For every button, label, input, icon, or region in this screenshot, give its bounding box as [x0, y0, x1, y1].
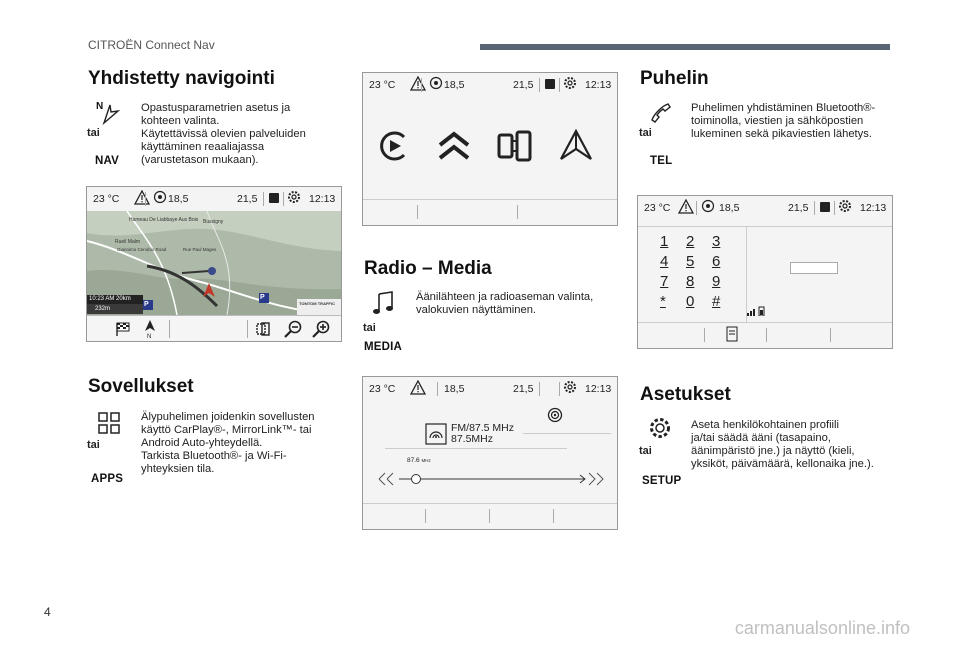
right-temp: 21,5	[513, 79, 534, 91]
parking-icon: P	[144, 301, 149, 308]
key-5[interactable]: 5	[686, 253, 695, 270]
status-bar	[87, 187, 341, 211]
checkered-flag-icon[interactable]	[115, 321, 131, 337]
music-note-icon	[372, 290, 394, 316]
status-bar	[363, 73, 617, 97]
right-temp: 21,5	[513, 383, 534, 395]
phone-description: Puhelimen yhdistäminen Bluetooth®- toiminolla, viestien ja sähköpostien lukeminen sekä pikaviestien lähetys.	[691, 102, 876, 140]
warning-icon	[410, 380, 426, 395]
key-star[interactable]: *	[660, 293, 666, 310]
apps-grid-icon	[98, 412, 120, 434]
manual-header: CITROËN Connect Nav	[88, 38, 215, 52]
key-2[interactable]: 2	[686, 233, 695, 250]
warning-icon	[410, 76, 426, 91]
phone-button-label[interactable]: TEL	[650, 155, 673, 167]
gear-icon	[563, 380, 577, 394]
traffic-logo: TOMTOM TRAFFIC	[299, 301, 335, 306]
clock-time: 12:13	[860, 202, 887, 214]
apps-button-label[interactable]: APPS	[91, 473, 124, 485]
left-temp: 18,5	[719, 202, 740, 214]
frequency-slider[interactable]	[375, 467, 605, 491]
gear-icon	[563, 76, 577, 90]
zoom-in-icon[interactable]	[311, 320, 331, 338]
target-icon	[429, 76, 443, 90]
key-9[interactable]: 9	[712, 273, 721, 290]
page-number: 4	[44, 605, 51, 619]
gear-icon	[287, 190, 301, 204]
svg-text:N: N	[96, 101, 104, 112]
key-7[interactable]: 7	[660, 273, 669, 290]
frequency-readout: 87.6 MHz	[407, 457, 431, 464]
warning-icon	[678, 199, 694, 214]
contacts-icon[interactable]	[726, 326, 738, 342]
setup-description: Aseta henkilökohtainen profiili ja/tai säädä ääni (tasapaino, äänimpäristö jne.) ja näyttö (kieli, yksiköt, päivämäärä, kellonaika jne.).	[691, 419, 874, 470]
apps-or: tai	[87, 439, 100, 451]
key-0[interactable]: 0	[686, 293, 695, 310]
target-icon	[153, 190, 167, 204]
key-1[interactable]: 1	[660, 233, 669, 250]
phone-or: tai	[639, 127, 652, 139]
nav-or: tai	[87, 127, 100, 139]
left-temp: 18,5	[444, 79, 465, 91]
compass-icon[interactable]	[143, 319, 157, 339]
map-clock: 10:23 AM 20km	[89, 296, 131, 302]
nav-screen	[86, 186, 342, 342]
temperature: 23 °C	[369, 383, 396, 395]
media-description: Äänilähteen ja radioaseman valinta, valokuvien näyttäminen.	[416, 291, 594, 316]
svg-text:N: N	[147, 334, 152, 339]
media-or: tai	[363, 322, 376, 334]
nav-button-label[interactable]: NAV	[95, 155, 120, 167]
nav-description: Opastusparametrien asetus ja kohteen valinta. Käytettävissä olevien palveluiden käyttäminen reaaliajassa (varustetason mukaan).	[141, 102, 306, 166]
map-label: Giannimo Cenobio Road	[117, 247, 167, 252]
map-view[interactable]	[87, 211, 341, 315]
key-6[interactable]: 6	[712, 253, 721, 270]
setup-or: tai	[639, 445, 652, 457]
key-4[interactable]: 4	[660, 253, 669, 270]
connectivity-icon[interactable]	[559, 129, 593, 163]
clock-time: 12:13	[585, 79, 612, 91]
radio-antenna-icon[interactable]	[547, 407, 563, 423]
key-3[interactable]: 3	[712, 233, 721, 250]
watermark: carmanualsonline.info	[734, 618, 910, 638]
apps-screen	[362, 72, 618, 226]
target-icon	[701, 199, 715, 213]
media-title: Radio – Media	[364, 258, 492, 279]
phone-device-icon	[818, 200, 832, 214]
handset-icon	[648, 100, 672, 124]
carplay-icon[interactable]	[377, 129, 411, 163]
phone-screen	[637, 195, 893, 349]
map-label: Rueil Malm	[115, 239, 141, 245]
setup-title: Asetukset	[640, 384, 731, 405]
map-label: Bussigny	[203, 219, 224, 225]
settings-gear-icon	[648, 416, 672, 440]
warning-icon	[134, 190, 150, 205]
map-remaining: 232m	[95, 306, 111, 312]
station-logo-icon	[425, 423, 447, 445]
mirrorlink-icon[interactable]	[497, 129, 533, 163]
temperature: 23 °C	[644, 202, 671, 214]
nav-north-icon	[96, 100, 126, 126]
number-input[interactable]	[790, 262, 838, 274]
layers-icon[interactable]	[255, 321, 271, 337]
apps-title: Sovellukset	[88, 376, 194, 397]
dial-keypad[interactable]	[660, 232, 744, 312]
phone-device-icon	[267, 191, 281, 205]
nav-toolbar	[87, 315, 341, 342]
key-8[interactable]: 8	[686, 273, 695, 290]
phone-device-icon	[543, 77, 557, 91]
clock-time: 12:13	[585, 383, 612, 395]
status-bar	[363, 377, 617, 401]
temperature: 23 °C	[93, 193, 120, 205]
setup-button-label[interactable]: SETUP	[642, 475, 682, 487]
android-auto-icon[interactable]	[437, 131, 471, 161]
station-info: FM/87.5 MHz 87.5MHz	[451, 422, 515, 445]
key-hash[interactable]: #	[712, 293, 721, 310]
right-temp: 21,5	[788, 202, 809, 214]
apps-description: Älypuhelimen joidenkin sovellusten käyttö CarPlay®-, MirrorLink™- tai Android Auto-yhteydellä. Tarkista Bluetooth®- ja Wi-Fi- yhteyksien tila.	[141, 411, 315, 475]
header-bar	[480, 44, 890, 50]
signal-icon	[746, 304, 768, 316]
map-label: Hameau De Liabbaye Aux Bois	[129, 217, 199, 223]
clock-time: 12:13	[309, 193, 336, 205]
right-temp: 21,5	[237, 193, 258, 205]
gear-icon	[838, 199, 852, 213]
status-bar	[638, 196, 892, 220]
parking-icon: P	[260, 294, 265, 301]
zoom-out-icon[interactable]	[283, 320, 303, 338]
temperature: 23 °C	[369, 79, 396, 91]
map-label: Rue Paul Mages	[183, 247, 217, 252]
radio-screen	[362, 376, 618, 530]
left-temp: 18,5	[168, 193, 189, 205]
media-button-label[interactable]: MEDIA	[364, 341, 403, 353]
nav-title: Yhdistetty navigointi	[88, 68, 275, 89]
phone-title: Puhelin	[640, 68, 709, 89]
left-temp: 18,5	[444, 383, 465, 395]
